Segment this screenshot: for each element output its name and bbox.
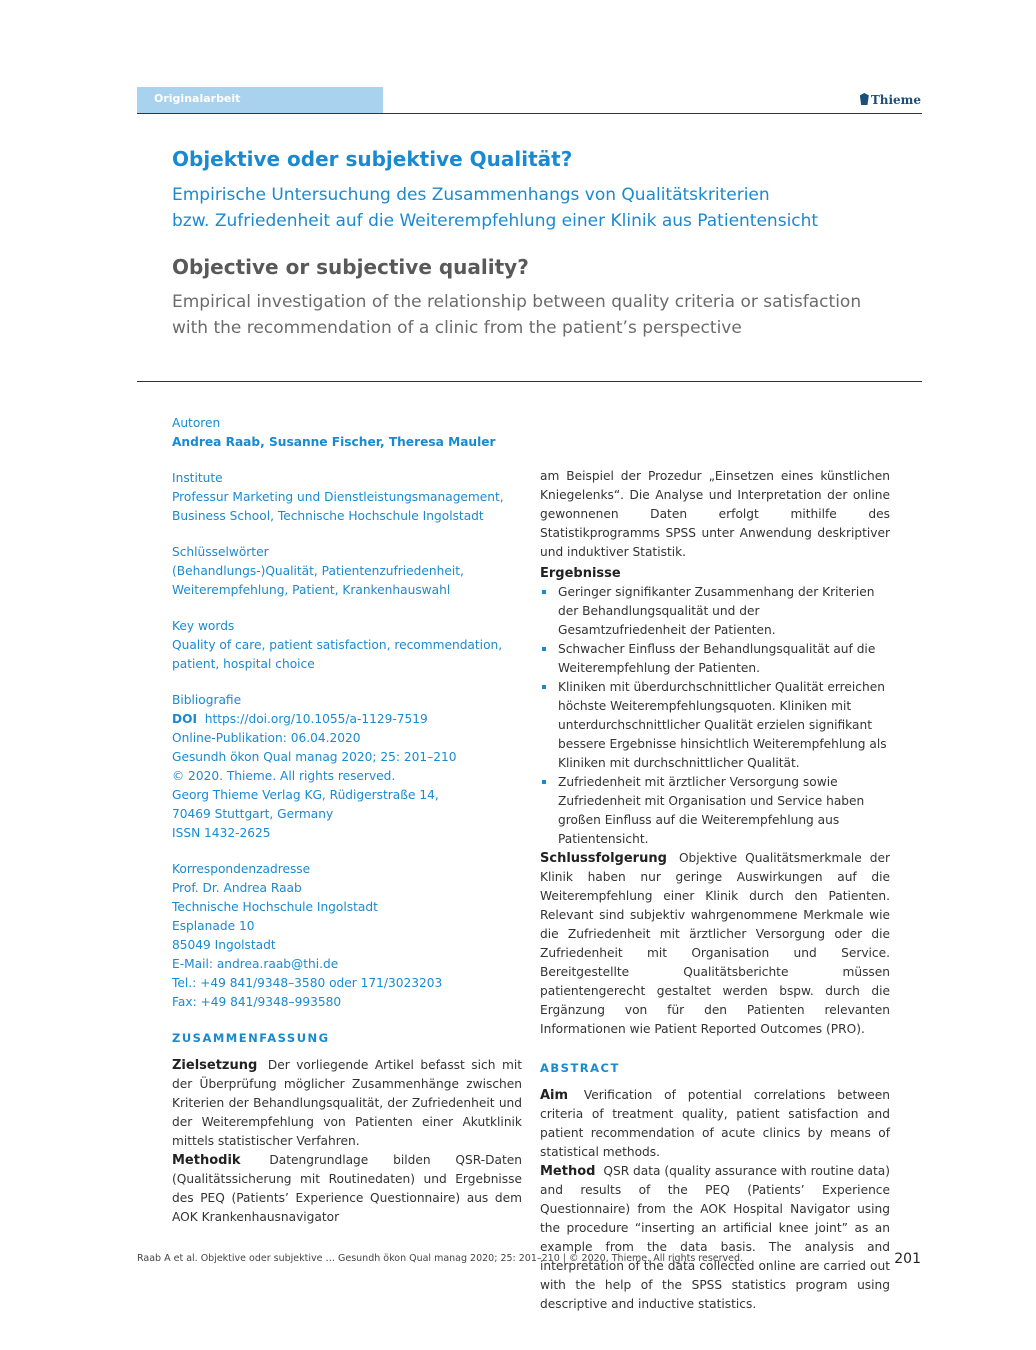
zielsetzung-head: Zielsetzung [172, 1058, 258, 1073]
aim-head: Aim [540, 1088, 569, 1103]
doi-label: DOI [172, 712, 198, 726]
zielsetzung-paragraph [172, 1056, 522, 1151]
title-english: Objective or subjective quality? [172, 255, 529, 279]
method-paragraph [540, 1162, 890, 1314]
subtitle-english-line: with the recommendation of a clinic from the patient’s perspective [172, 318, 742, 338]
correspondence-line: Technische Hochschule Ingolstadt [172, 900, 378, 914]
correspondence-email[interactable]: E-Mail: andrea.raab@thi.de [172, 957, 339, 971]
bib-line: Georg Thieme Verlag KG, Rüdigerstraße 14, [172, 788, 439, 802]
methodik-continuation: am Beispiel der Prozedur „Einsetzen eines künstlichen Kniegelenks“. Die Analyse und Interpretation der online gewonnenen Daten erfolgt mithilfe des Statistikprogramms SPSS unter Anwendung deskriptiver und induktiver Statistik. [540, 469, 890, 559]
bibliography-label: Bibliografie [172, 693, 242, 707]
schlussfolgerung-head: Schlussfolgerung [540, 851, 667, 866]
aim-paragraph [540, 1086, 890, 1162]
keywords-en-line: Quality of care, patient satisfaction, recommendation, [172, 638, 503, 652]
authors-block [172, 414, 522, 452]
methodik-head: Methodik [172, 1153, 241, 1168]
methodik-text: Datengrundlage bilden QSR-Daten (Qualitätssicherung mit Routinedaten) und Ergebnisse des PEQ (Patients’ Experience Questionnaire) aus dem AOK Krankenhausnavigator [172, 1153, 522, 1224]
aim-text: Verification of potential correlations between criteria of treatment quality, patient satisfaction and patient recommendation of acute clinics by means of statistical methods. [540, 1088, 890, 1159]
abstract-heading: ABSTRACT [540, 1061, 620, 1075]
thieme-logo-icon [860, 93, 869, 105]
subtitle-english-line: Empirical investigation of the relationship between quality criteria or satisfaction [172, 292, 862, 312]
list-item: Kliniken mit überdurchschnittlicher Qualität erreichen höchste Weiterempfehlungsquoten. Kliniken mit unterdurchschnittlicher Qualität erzielen signifikant bessere Ergebnisse hinsichtlich Weiterempfehlung als Kliniken mit durchschnittlicher Qualität. [540, 678, 890, 773]
method-text: QSR data (quality assurance with routine data) and results of the PEQ (Patients’ Experience Questionnaire) from the AOK Hospital Navigator using the procedure “inserting an artificial knee joint” as an example from the data basis. The analysis and interpretation of the data collected online are carried out with the help of the SPSS statistics program using descriptive and inductive statistics. [540, 1164, 891, 1311]
correspondence-line: Tel.: +49 841/9348–3580 oder 171/3023203 [172, 976, 443, 990]
subtitle-german-line: Empirische Untersuchung des Zusammenhangs von Qualitätskriterien [172, 185, 770, 205]
ergebnisse-list [540, 583, 890, 849]
list-item: Schwacher Einfluss der Behandlungsqualität auf die Weiterempfehlung der Patienten. [540, 640, 890, 678]
keywords-en-block [172, 617, 522, 674]
authors-label: Autoren [172, 416, 221, 430]
institute-line: Professur Marketing und Dienstleistungsmanagement, [172, 490, 504, 504]
doi-link[interactable]: https://doi.org/10.1055/a-1129-7519 [204, 712, 428, 726]
zielsetzung-text: Der vorliegende Artikel befasst sich mit der Überprüfung möglicher Zusammenhänge zwischen Kriterien der Behandlungsqualität, der Zufriedenheit und der Weiterempfehlung von Patienten einer Akutklinik mittels statistischer Verfahren. [172, 1058, 522, 1148]
keywords-de-block [172, 543, 522, 600]
keywords-de-line: Weiterempfehlung, Patient, Krankenhauswahl [172, 583, 451, 597]
schlussfolgerung-text: Objektive Qualitätsmerkmale der Klinik haben nur geringe Auswirkungen auf die Weiterempfehlung einer Klinik durch den Patienten. Relevant sind subjektiv wahrgenommene Merkmale wie die Zufriedenheit mit ärztlicher Versorgung oder die Zufriedenheit mit Organisation und Service. Bereitgestellte Qualitätsberichte müssen patientengerecht gestaltet werden bspw. durch die Ergänzung von für den Patienten relevanten Informationen wie Patient Reported Outcomes (PRO). [540, 851, 890, 1036]
bib-line: 70469 Stuttgart, Germany [172, 807, 334, 821]
keywords-de-label: Schlüsselwörter [172, 545, 269, 559]
list-item: Geringer signifikanter Zusammenhang der Kriterien der Behandlungsqualität und der Gesamtzufriedenheit der Patienten. [540, 583, 890, 640]
header-divider [137, 113, 922, 114]
bib-line: ISSN 1432-2625 [172, 826, 271, 840]
subtitle-english [172, 289, 892, 341]
institute-label: Institute [172, 471, 223, 485]
bib-line: © 2020. Thieme. All rights reserved. [172, 769, 396, 783]
list-item: Zufriedenheit mit ärztlicher Versorgung sowie Zufriedenheit mit Organisation und Service haben großen Einfluss auf die Weiterempfehlung aus Patientensicht. [540, 773, 890, 849]
correspondence-label: Korrespondenzadresse [172, 862, 311, 876]
bib-line: Gesundh ökon Qual manag 2020; 25: 201–210 [172, 750, 457, 764]
correspondence-line: Fax: +49 841/9348–993580 [172, 995, 342, 1009]
footer-citation: Raab A et al. Objektive oder subjektive … Gesundh ökon Qual manag 2020; 25: 201–210 | © 2020. Thieme. All rights reserved. [137, 1253, 744, 1264]
section-tab [137, 87, 383, 114]
zusammenfassung-heading: ZUSAMMENFASSUNG [172, 1031, 330, 1045]
institute-block [172, 469, 522, 526]
title-german: Objektive oder subjektive Qualität? [172, 147, 573, 171]
keywords-de-line: (Behandlungs-)Qualität, Patientenzufriedenheit, [172, 564, 464, 578]
method-head: Method [540, 1164, 596, 1179]
left-column [172, 414, 522, 1227]
subtitle-german [172, 182, 872, 234]
subtitle-german-line: bzw. Zufriedenheit auf die Weiterempfehlung einer Klinik aus Patientensicht [172, 211, 819, 231]
keywords-en-line: patient, hospital choice [172, 657, 315, 671]
publisher-name: Thieme [870, 93, 921, 107]
doi-line [172, 710, 522, 729]
bib-line: Online-Publikation: 06.04.2020 [172, 731, 361, 745]
correspondence-line: Prof. Dr. Andrea Raab [172, 881, 302, 895]
institute-line: Business School, Technische Hochschule Ingolstadt [172, 509, 484, 523]
correspondence-block [172, 860, 522, 1012]
title-divider [137, 381, 922, 382]
bibliography-block [172, 691, 522, 843]
schlussfolgerung-paragraph [540, 849, 890, 1039]
authors-names: Andrea Raab, Susanne Fischer, Theresa Mauler [172, 435, 496, 449]
section-tab-label: Originalarbeit [154, 92, 241, 105]
publisher-logo [860, 93, 921, 107]
correspondence-line: 85049 Ingolstadt [172, 938, 276, 952]
right-column [540, 467, 890, 1314]
ergebnisse-head: Ergebnisse [540, 566, 621, 581]
page-number: 201 [894, 1251, 921, 1267]
keywords-en-label: Key words [172, 619, 235, 633]
correspondence-line: Esplanade 10 [172, 919, 255, 933]
methodik-paragraph [172, 1151, 522, 1227]
